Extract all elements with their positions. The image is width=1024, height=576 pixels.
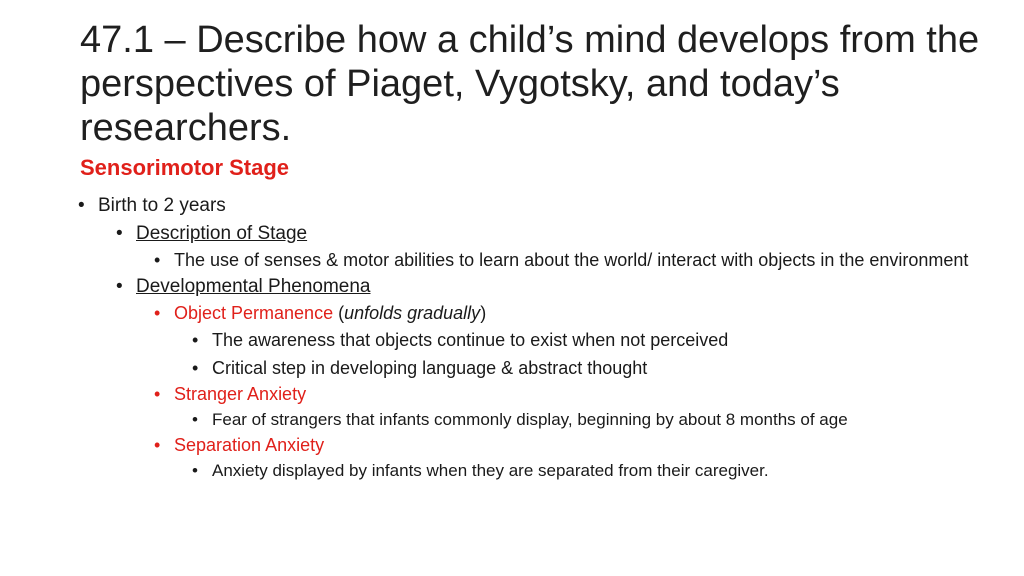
bullet-icon: • <box>154 303 161 323</box>
object-permanence-point: Critical step in developing language & abstract thought <box>212 358 648 378</box>
bullet-icon: • <box>192 358 199 378</box>
bullet-icon: • <box>192 461 198 480</box>
slide-title: 47.1 – Describe how a child’s mind develops from the perspectives of Piaget, Vygotsky, and today’s researchers. <box>80 19 980 149</box>
list-item-age <box>78 194 978 218</box>
list-item-object-permanence <box>154 303 978 324</box>
bullet-icon: • <box>154 435 161 455</box>
stranger-anxiety-label: Stranger Anxiety <box>174 384 307 404</box>
object-permanence-close-paren: ) <box>480 303 487 323</box>
list-item-separation-anxiety-point <box>192 460 978 482</box>
separation-anxiety-label: Separation Anxiety <box>174 435 325 455</box>
description-heading: Description of Stage <box>136 223 308 244</box>
list-item-description-heading <box>116 222 978 246</box>
bullet-icon: • <box>154 384 161 404</box>
list-item-phenomena-heading <box>116 275 978 299</box>
bullet-icon: • <box>154 250 161 270</box>
list-item-description-text <box>154 250 978 271</box>
stranger-anxiety-point: Fear of strangers that infants commonly display, beginning by about 8 months of age <box>212 410 848 429</box>
bullet-icon: • <box>192 330 199 350</box>
list-item-object-permanence-point-1 <box>192 328 978 352</box>
bullet-icon: • <box>116 276 123 297</box>
list-item-stranger-anxiety-point <box>192 409 978 431</box>
slide-subtitle: Sensorimotor Stage <box>80 155 290 180</box>
object-permanence-open-paren: ( <box>333 303 345 323</box>
object-permanence-label: Object Permanence <box>174 303 334 323</box>
list-item-stranger-anxiety <box>154 384 978 405</box>
age-text: Birth to 2 years <box>98 195 226 216</box>
bullet-icon: • <box>192 410 198 429</box>
separation-anxiety-point: Anxiety displayed by infants when they are separated from their caregiver. <box>212 461 769 480</box>
object-permanence-note: unfolds gradually <box>344 303 481 323</box>
bullet-list <box>78 194 978 486</box>
bullet-icon: • <box>78 195 85 216</box>
list-item-separation-anxiety <box>154 435 978 456</box>
object-permanence-point: The awareness that objects continue to exist when not perceived <box>212 330 729 350</box>
bullet-icon: • <box>116 223 123 244</box>
description-text: The use of senses & motor abilities to learn about the world/ interact with objects in the environment <box>174 250 969 270</box>
list-item-object-permanence-point-2 <box>192 356 978 380</box>
phenomena-heading: Developmental Phenomena <box>136 276 371 297</box>
